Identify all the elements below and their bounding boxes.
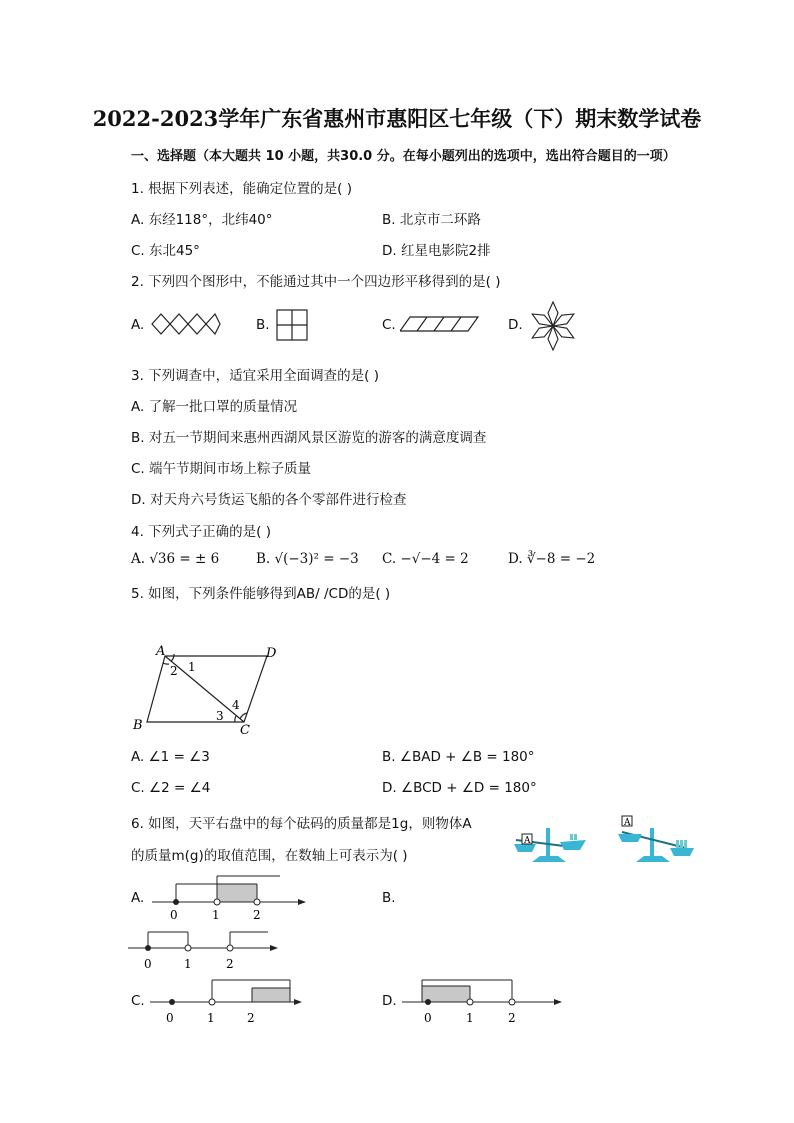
q4-option-b: B. √(−3)² = −3 (256, 551, 359, 567)
q6-number-line-c (148, 974, 308, 1026)
q3-stem: 3. 下列调查中，适宜采用全面调查的是( ) (131, 368, 379, 384)
q3-option-c: C. 端午节期间市场上粽子质量 (131, 461, 312, 477)
q5-label-c: C (240, 723, 250, 736)
q2-figure-d-flower (528, 300, 578, 352)
q6-a-tick-1: 1 (212, 908, 220, 922)
page-title: 2022-2023学年广东省惠州市惠阳区七年级（下）期末数学试卷 (92, 106, 702, 131)
q6-option-b: B. (382, 890, 396, 906)
q5-label-d: D (266, 646, 277, 661)
q2-option-b: B. (256, 317, 270, 333)
q6-number-line-b (126, 926, 286, 974)
q6-d-tick-1: 1 (466, 1011, 474, 1025)
q1-option-a: A. 东经118°，北纬40° (131, 212, 273, 228)
q6-stem-line1: 6. 如图，天平右盘中的每个砝码的质量都是1g，则物体A (131, 816, 472, 832)
q6-b-tick-0: 0 (144, 957, 152, 971)
q5-option-d: D. ∠BCD + ∠D = 180° (382, 780, 537, 796)
q1-option-d: D. 红星电影院2排 (382, 243, 491, 259)
q6-scale-label-right: A (624, 818, 631, 828)
q2-stem: 2. 下列四个图形中，不能通过其中一个四边形平移得到的是( ) (131, 274, 501, 290)
q5-stem: 5. 如图，下列条件能够得到AB/ /CD的是( ) (131, 586, 391, 602)
q2-figure-b-grid (276, 309, 308, 341)
q3-option-a: A. 了解一批口罩的质量情况 (131, 399, 298, 415)
q4-option-c: C. −√−4 = 2 (382, 551, 469, 567)
q2-option-d: D. (508, 317, 523, 333)
q6-d-tick-2: 2 (508, 1011, 516, 1025)
q5-label-b: B (133, 718, 143, 733)
q4-option-a: A. √36 = ± 6 (131, 551, 220, 567)
q1-option-b: B. 北京市二环路 (382, 212, 481, 228)
q6-a-tick-0: 0 (170, 908, 178, 922)
q6-d-tick-0: 0 (424, 1011, 432, 1025)
section-heading: 一、选择题（本大题共 10 小题，共30.0 分。在每小题列出的选项中，选出符合题目的一项） (131, 149, 676, 164)
q6-number-line-d (400, 974, 568, 1026)
q1-stem: 1. 根据下列表述，能确定位置的是( ) (131, 181, 352, 197)
q6-option-a: A. (131, 890, 145, 906)
q6-c-tick-2: 2 (247, 1011, 255, 1025)
q3-option-b: B. 对五一节期间来惠州西湖风景区游览的游客的满意度调查 (131, 430, 487, 446)
q6-c-tick-1: 1 (207, 1011, 215, 1025)
q6-scale-label-left: A (524, 836, 531, 846)
q6-number-line-a (150, 872, 310, 924)
q6-option-c: C. (131, 993, 145, 1009)
q6-a-tick-2: 2 (253, 908, 261, 922)
q6-b-tick-2: 2 (226, 957, 234, 971)
q2-figure-c-parallelograms (400, 315, 480, 333)
q5-label-a: A (156, 644, 166, 659)
q2-option-a: A. (131, 317, 145, 333)
q6-b-tick-1: 1 (184, 957, 192, 971)
q2-figure-a-diamonds (150, 311, 222, 337)
q4-option-d: D. ∛−8 = −2 (508, 551, 596, 567)
q6-option-d: D. (382, 993, 397, 1009)
q5-label-1: 1 (188, 660, 196, 674)
q3-option-d: D. 对天舟六号货运飞船的各个零部件进行检查 (131, 492, 407, 508)
q5-label-4: 4 (232, 698, 240, 712)
q5-option-b: B. ∠BAD + ∠B = 180° (382, 749, 535, 765)
q2-option-c: C. (382, 317, 396, 333)
q6-c-tick-0: 0 (166, 1011, 174, 1025)
q5-option-c: C. ∠2 = ∠4 (131, 780, 211, 796)
q4-stem: 4. 下列式子正确的是( ) (131, 524, 271, 540)
q6-stem-line2: 的质量m(g)的取值范围，在数轴上可表示为( ) (131, 848, 408, 864)
q1-option-c: C. 东北45° (131, 243, 200, 259)
q6-balance-scales-figure (510, 810, 696, 872)
q5-label-2: 2 (170, 664, 178, 678)
q5-label-3: 3 (216, 709, 224, 723)
q5-option-a: A. ∠1 = ∠3 (131, 749, 210, 765)
q5-parallelogram-figure (130, 640, 280, 736)
